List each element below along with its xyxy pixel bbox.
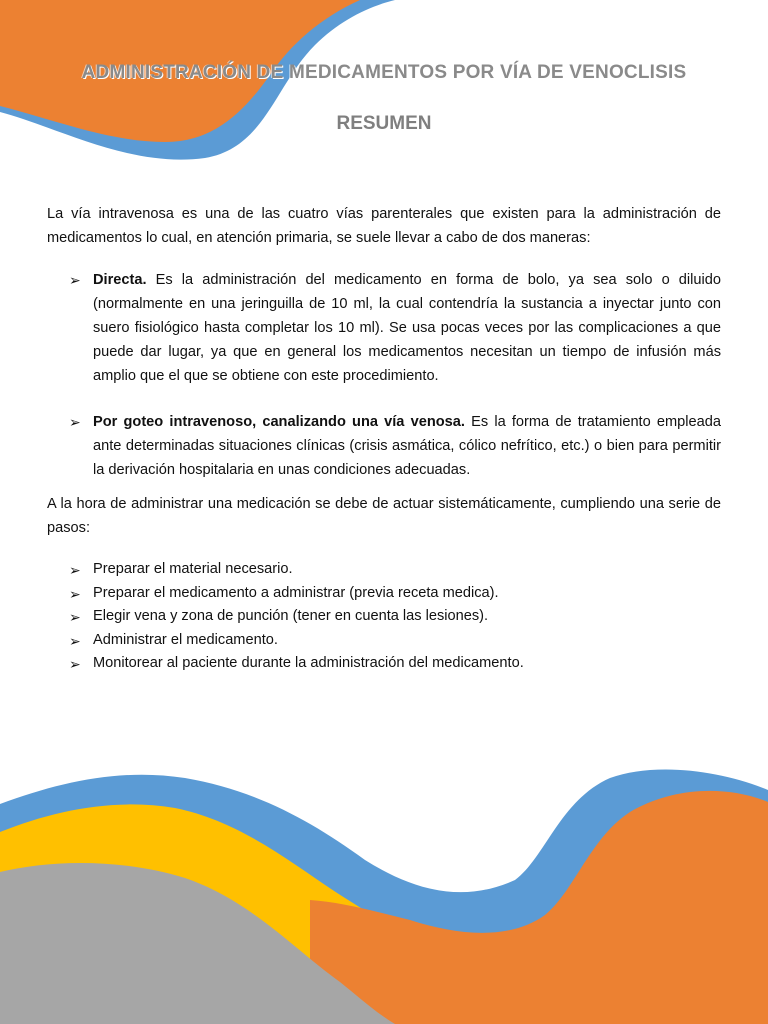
step-text: Preparar el material necesario. — [93, 561, 293, 577]
arrowhead-bullet-icon: ➢ — [69, 562, 81, 578]
steps-intro-paragraph: A la hora de administrar una medicación se debe de actuar sistemáticamente, cumpliendo una serie de pasos: — [47, 496, 721, 536]
arrowhead-bullet-icon: ➢ — [69, 609, 81, 625]
step-text: Preparar el medicamento a administrar (previa receta medica). — [93, 584, 499, 601]
step-item — [47, 605, 721, 629]
method-item-directa — [47, 268, 721, 388]
top-wave-decoration — [0, 0, 768, 180]
step-item — [47, 558, 721, 582]
document-body — [47, 202, 721, 676]
step-item — [47, 582, 721, 606]
method-term: Directa. — [93, 272, 147, 288]
step-item — [47, 629, 721, 653]
step-text: Monitorear al paciente durante la administración del medicamento. — [93, 655, 524, 671]
method-term: Por goteo intravenoso, canalizando una vía venosa. — [93, 414, 465, 430]
arrowhead-bullet-icon: ➢ — [69, 632, 81, 649]
arrowhead-bullet-icon: ➢ — [69, 414, 81, 430]
document-subtitle: RESUMEN — [336, 113, 432, 134]
document-title: ADMINISTRACIÓN DE MEDICAMENTOS POR VÍA DE VENOCLISIS — [81, 62, 687, 83]
arrowhead-bullet-icon: ➢ — [69, 656, 81, 672]
intro-paragraph: La vía intravenosa es una de las cuatro vías parenterales que existen para la administración de medicamentos lo cual, en atención primaria, se suele llevar a cabo de dos maneras: — [47, 206, 721, 246]
methods-list — [47, 268, 721, 482]
arrowhead-bullet-icon: ➢ — [69, 272, 81, 288]
method-item-goteo — [47, 410, 721, 482]
steps-list — [47, 558, 721, 676]
arrowhead-bullet-icon: ➢ — [69, 585, 81, 602]
method-text: Es la administración del medicamento en forma de bolo, ya sea solo o diluido (normalmente en una jeringuilla de 10 ml, la cual contendría la sustancia a inyectar junto con suero fisiológico hasta completar los 10 ml). Se usa pocas veces por las complicaciones a que puede dar lugar, ya que en general los medicamentos necesitan un tiempo de infusión más amplio que el que se obtiene con este procedimiento. — [93, 272, 721, 384]
step-text: Elegir vena y zona de punción (tener en cuenta las lesiones). — [93, 608, 489, 624]
step-item — [47, 652, 721, 676]
step-text: Administrar el medicamento. — [93, 631, 278, 648]
method-text: Es la forma de tratamiento empleada ante determinadas situaciones clínicas (crisis asmática, cólico nefrítico, etc.) o bien para permitir la derivación hospitalaria en unas condiciones adecuadas. — [93, 414, 721, 478]
bottom-wave-decoration — [0, 760, 768, 1024]
